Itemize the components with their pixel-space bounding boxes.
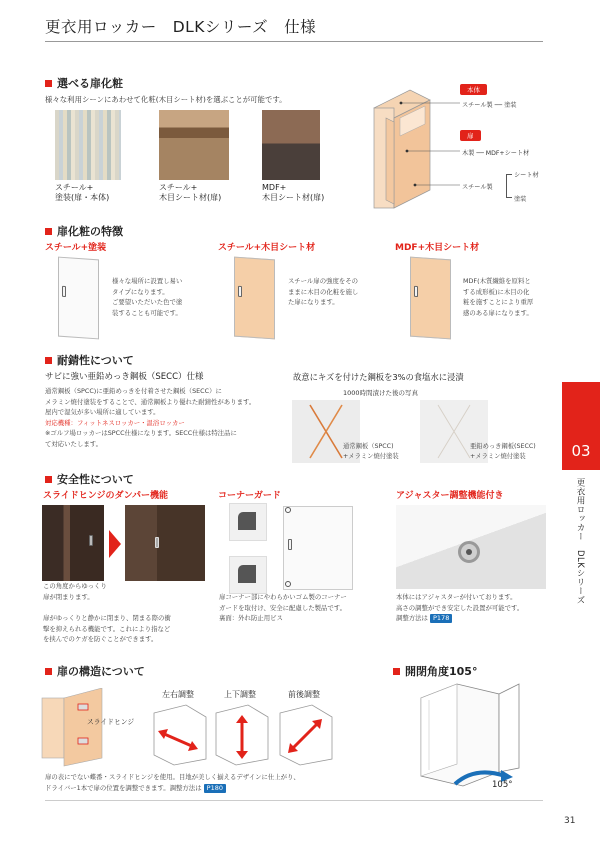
ref-link-p178[interactable]: P178	[430, 614, 452, 623]
door-tag: 扉	[460, 130, 481, 141]
adjust-label-ud: 上下調整	[224, 690, 256, 699]
corner-guard-desc: 扉コーナー部にやわらかいゴム製のコーナー ガードを取付け、安全に配慮した製品です。 裏面：外れ防止用ビス	[219, 593, 347, 622]
arrow-right-icon	[109, 530, 121, 558]
rust-target-models: 対応機種：フィットネスロッカー・温浴ロッカー	[45, 418, 185, 427]
adjuster-desc: 本体にはアジャスターが付いております。 高さの調整ができ安定した設置が可能です。 調整方法は P178	[396, 593, 524, 622]
door-steel-paint	[58, 257, 99, 340]
adjuster-photo	[396, 505, 546, 589]
feature-desc-2: スチール扉の強度をその ままに木目の化粧を施し た扉になります。	[288, 277, 359, 306]
hinge-photo-closed	[125, 505, 205, 581]
adjust-fb-diagram	[276, 703, 336, 767]
door-sheet: シート材	[514, 172, 539, 179]
spcc-label: 通常鋼板（SPCC) +メラミン焼付塗装	[343, 443, 399, 460]
hinge-caption: この角度からゆっくり 扉が閉まります。	[43, 582, 107, 601]
diagram-leader-lines	[395, 95, 465, 195]
side-tab	[562, 382, 600, 470]
page-number: 31	[564, 816, 576, 826]
corner-marker-icon	[285, 581, 291, 587]
swatch-steel-paint	[55, 110, 121, 180]
door-item-steel: スチール製	[462, 184, 493, 191]
door-handle-icon	[62, 286, 66, 297]
door-handle-icon	[288, 539, 292, 550]
corner-marker-icon	[285, 507, 291, 513]
rust-test-caption: 1000時間漬けた後の写真	[343, 389, 419, 397]
feature-title-1: スチール+塗装	[45, 243, 107, 253]
bullet-square	[45, 228, 52, 235]
feature-desc-3: MDF(木質繊維を原料と する成形板)に木目の化 粧を施すことにより重厚 感のある扉になります。	[463, 277, 534, 317]
door-paint: 塗装	[514, 196, 527, 203]
finish-desc: 様々な利用シーンにあわせて化粧(木目シート材)を選ぶことが可能です。	[45, 95, 287, 104]
secc-label: 亜鉛めっき鋼板(SECC) +メラミン焼付塗装	[470, 443, 536, 460]
swatch-label-2: スチール+ 木目シート材(扉)	[159, 183, 222, 202]
adjust-lr-diagram	[150, 703, 210, 767]
structure-heading: 扉の構造について	[45, 663, 145, 679]
body-item: スチール製 ── 塗装	[462, 102, 517, 109]
angle-heading: 開閉角度105°	[393, 663, 477, 679]
door-mdf-wood	[410, 257, 451, 340]
door-handle-icon	[414, 286, 418, 297]
bullet-square	[45, 476, 52, 483]
structure-desc: 扉の表にでない蝶番・スライドヒンジを使用。目地が美しく揃えるデザインに仕上がり、 ドライバー1本で扉の位置を調整できます。調整方法は P180	[45, 773, 300, 792]
bullet-square	[45, 357, 52, 364]
door-handle-icon	[89, 535, 93, 546]
rust-heading: 耐錆性について	[45, 352, 134, 368]
hinge-desc: 扉がゆっくりと静かに閉まり、閉まる際の衝 撃を抑えられる機能です。これにより指など を挟んでのケガを防ぐことができます。	[43, 614, 171, 643]
corner-guard-photo-bottom	[229, 556, 267, 594]
adjust-label-lr: 左右調整	[162, 690, 194, 699]
feature-desc-1: 様々な場所に設置し易い タイプになります。 ご要望いただいた色で塗 装することも可能です。	[112, 277, 183, 317]
opening-angle-diagram	[415, 680, 525, 792]
safety-heading: 安全性について	[45, 471, 134, 487]
rust-subtitle: サビに強い亜鉛めっき鋼板（SECC）仕様	[45, 372, 204, 382]
bullet-square	[393, 668, 400, 675]
swatch-label-3: MDF+ 木目シート材(扉)	[262, 183, 325, 202]
hinge-damper-title: スライドヒンジのダンパー機能	[43, 491, 168, 501]
page-title: 更衣用ロッカー DLKシリーズ 仕様	[45, 18, 317, 36]
side-label: 更衣用ロッカー DLKシリーズ	[575, 478, 585, 605]
side-tab-number: 03	[571, 442, 591, 460]
adjust-label-fb: 前後調整	[288, 690, 320, 699]
door-handle-icon	[155, 537, 159, 548]
door-handle-icon	[238, 286, 242, 297]
bullet-square	[45, 80, 52, 87]
adjuster-title: アジャスター調整機能付き	[396, 491, 504, 501]
body-tag: 本体	[460, 84, 487, 95]
bullet-square	[45, 668, 52, 675]
footer-rule	[45, 800, 543, 801]
features-heading: 扉化粧の特徴	[45, 223, 123, 239]
corner-guard-title: コーナーガード	[218, 491, 281, 501]
corner-guard-photo-top	[229, 503, 267, 541]
adjust-ud-diagram	[212, 703, 272, 767]
door-item-wood: 木製 ── MDF+シート材	[462, 150, 530, 157]
swatch-mdf-wood	[262, 110, 320, 180]
corner-guard-door	[283, 506, 353, 590]
rust-body: 通常鋼板（SPCC)に亜鉛めっきを付着させた鋼板（SECC）に メラミン焼付塗装をすることで、通常鋼板より優れた耐錆性があります。 屋内で湿気が多い場所に適しています。 対応機種：フィットネスロッカー・温浴ロッカー ※ゴルフ場ロッカーはSPCC仕様になります。SECC仕様は特注品に て対応いたします。	[45, 386, 285, 449]
door-steel-wood	[234, 257, 275, 340]
angle-value: 105°	[492, 780, 513, 790]
header-rule	[45, 41, 543, 42]
swatch-label-1: スチール+ 塗装(扉・本体)	[55, 183, 110, 202]
feature-title-2: スチール+木目シート材	[218, 243, 316, 253]
slide-hinge-label: スライドヒンジ	[87, 718, 135, 726]
hinge-structure-diagram	[40, 688, 140, 768]
hinge-photo-open	[42, 505, 104, 581]
finish-heading: 選べる扉化粧	[45, 75, 123, 91]
swatch-steel-wood	[159, 110, 229, 180]
feature-title-3: MDF+木目シート材	[395, 243, 480, 253]
ref-link-p180[interactable]: P180	[204, 784, 226, 793]
rust-test-title: 故意にキズを付けた鋼板を3%の食塩水に浸漬	[293, 372, 464, 382]
